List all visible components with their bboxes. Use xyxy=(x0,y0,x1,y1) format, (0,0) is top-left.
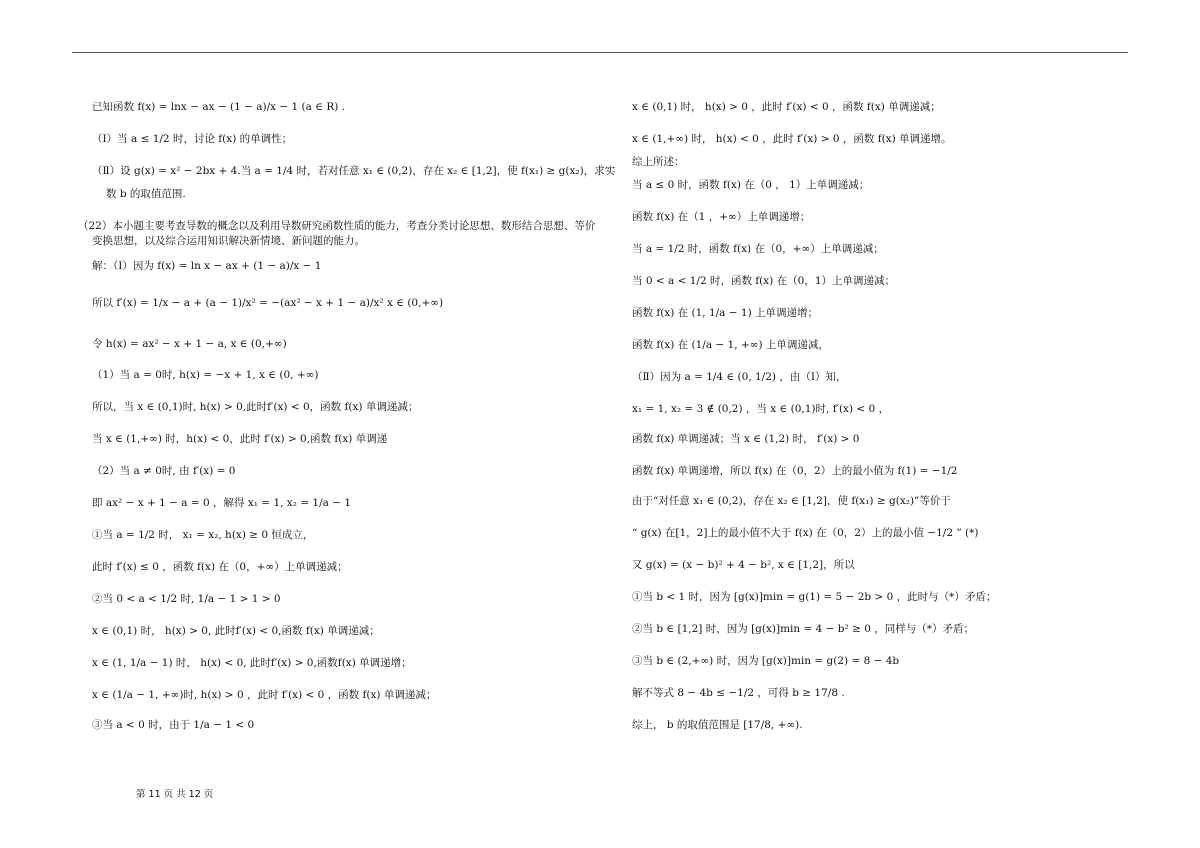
solution-line: ①当 b < 1 时，因为 [g(x)]min = g(1) = 5 − 2b > 0 ，此时与（*）矛盾； xyxy=(632,591,997,603)
solution-intro-cont: 变换思想，以及综合运用知识解决新情境、新问题的能力。 xyxy=(92,235,365,247)
solution-line: 又 g(x) = (x − b)² + 4 − b², x ∈ [1,2]，所以 xyxy=(632,559,855,571)
problem-part-2: （Ⅱ）设 g(x) = x² − 2bx + 4.当 a = 1/4 时，若对任意 x₁ ∈ (0,2)，存在 x₂ ∈ [1,2]，使 f(x₁) ≥ g(x₂)，求实 xyxy=(92,165,616,177)
page-number: 第 11 页 共 12 页 xyxy=(136,789,214,800)
solution-line: x ∈ (1, 1/a − 1) 时， h(x) < 0, 此时f′(x) > 0,函数f(x) 单调递增； xyxy=(92,657,412,669)
solution-line: x ∈ (1/a − 1, +∞)时, h(x) > 0 ，此时 f′(x) < 0 ，函数 f(x) 单调递减； xyxy=(92,689,437,701)
summary-heading: 综上所述： xyxy=(632,156,685,168)
solution-line: x ∈ (0,1) 时， h(x) > 0, 此时f′(x) < 0,函数 f(x) 单调递减； xyxy=(92,625,380,637)
solution-line: ②当 0 < a < 1/2 时, 1/a − 1 > 1 > 0 xyxy=(92,593,281,605)
problem-statement: 已知函数 f(x) = lnx − ax − (1 − a)/x − 1 (a ∈ R) . xyxy=(92,101,346,113)
solution-line: 函数 f(x) 在（1 ，+∞）上单调递增； xyxy=(632,211,811,223)
solution-line: 由于“对任意 x₁ ∈ (0,2)，存在 x₂ ∈ [1,2]，使 f(x₁) ≥ g(x₂)”等价于 xyxy=(632,495,951,507)
solution-line: 函数 f(x) 在 (1/a − 1, +∞) 上单调递减， xyxy=(632,339,829,351)
solution-line: ①当 a = 1/2 时， x₁ = x₂, h(x) ≥ 0 恒成立， xyxy=(92,529,314,541)
solution-line: 当 0 < a < 1/2 时，函数 f(x) 在（0，1）上单调递减； xyxy=(632,275,895,287)
final-answer: 综上， b 的取值范围是 [17/8, +∞). xyxy=(632,719,803,731)
solution-line: x₁ = 1, x₂ = 3 ∉ (0,2) ，当 x ∈ (0,1)时, f′(x) < 0 ， xyxy=(632,403,890,415)
solution-line: 当 a ≤ 0 时，函数 f(x) 在（0 ， 1）上单调递减； xyxy=(632,179,870,191)
solution-line: 当 x ∈ (1,+∞) 时，h(x) < 0，此时 f′(x) > 0,函数 f(x) 单调递 xyxy=(92,433,388,445)
problem-part-1: （Ⅰ）当 a ≤ 1/2 时，讨论 f(x) 的单调性； xyxy=(92,133,293,145)
solution-line: 解不等式 8 − 4b ≤ −1/2 ，可得 b ≥ 17/8 . xyxy=(632,687,845,699)
solution-line: 所以，当 x ∈ (0,1)时, h(x) > 0,此时f′(x) < 0，函数 f(x) 单调递减； xyxy=(92,401,419,413)
solution-line: 令 h(x) = ax² − x + 1 − a, x ∈ (0,+∞) xyxy=(92,338,287,350)
solution-line: x ∈ (0,1) 时， h(x) > 0 ，此时 f′(x) < 0 ，函数 f(x) 单调递减； xyxy=(632,101,941,113)
solution-line: 函数 f(x) 单调递减；当 x ∈ (1,2) 时， f′(x) > 0 xyxy=(632,433,860,445)
solution-intro: （22）本小题主要考查导数的概念以及利用导数研究函数性质的能力，考查分类讨论思想、数形结合思想、等价 xyxy=(78,220,596,232)
solution-line: x ∈ (1,+∞) 时， h(x) < 0 ，此时 f′(x) > 0 ，函数 f(x) 单调递增。 xyxy=(632,133,952,145)
solution-line: 此时 f′(x) ≤ 0 ，函数 f(x) 在（0，+∞）上单调递减； xyxy=(92,561,348,573)
solution-line: 即 ax² − x + 1 − a = 0 ，解得 x₁ = 1, x₂ = 1/a − 1 xyxy=(92,497,352,509)
solution-line: “ g(x) 在[1，2]上的最小值不大于 f(x) 在（0，2）上的最小值 −1/2 ” (*) xyxy=(632,527,979,539)
solution-line: （1）当 a = 0时, h(x) = −x + 1, x ∈ (0, +∞) xyxy=(92,369,319,381)
solution-line: （2）当 a ≠ 0时, 由 f′(x) = 0 xyxy=(92,465,236,477)
solution-line: 所以 f′(x) = 1/x − a + (a − 1)/x² = −(ax² − x + 1 − a)/x² x ∈ (0,+∞) xyxy=(92,297,444,309)
solution-line: 当 a = 1/2 时，函数 f(x) 在（0，+∞）上单调递减； xyxy=(632,243,884,255)
solution-line: 函数 f(x) 在 (1, 1/a − 1) 上单调递增； xyxy=(632,307,819,319)
solution-line: ②当 b ∈ [1,2] 时，因为 [g(x)]min = 4 − b² ≥ 0 ，同样与（*）矛盾； xyxy=(632,623,974,635)
solution-line: ③当 a < 0 时，由于 1/a − 1 < 0 xyxy=(92,719,255,731)
solution-line: 解：（Ⅰ）因为 f(x) = ln x − ax + (1 − a)/x − 1 xyxy=(92,260,322,272)
problem-part-2-cont: 数 b 的取值范围. xyxy=(106,188,186,200)
solution-line: 函数 f(x) 单调递增，所以 f(x) 在（0，2）上的最小值为 f(1) = −1/2 xyxy=(632,465,958,477)
solution-line: ③当 b ∈ (2,+∞) 时，因为 [g(x)]min = g(2) = 8 − 4b xyxy=(632,655,900,667)
header-rule xyxy=(72,52,1128,53)
part-2-solution: （Ⅱ）因为 a = 1/4 ∈ (0, 1/2) ，由（Ⅰ）知， xyxy=(632,371,847,383)
